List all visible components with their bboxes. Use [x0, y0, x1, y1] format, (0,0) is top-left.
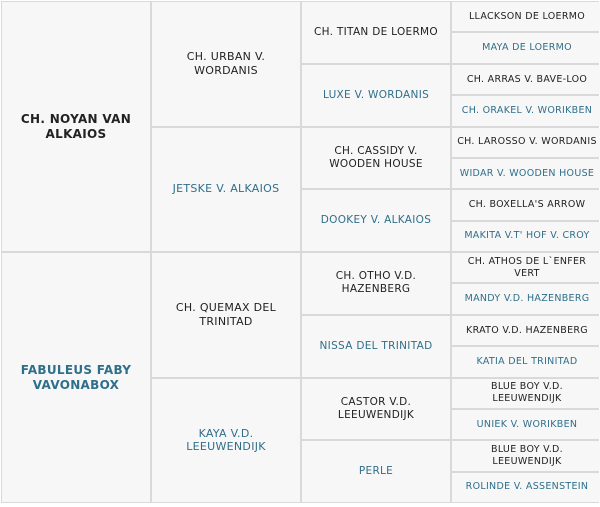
gen3-ancestor-cell[interactable]: CH. TITAN DE LOERMO	[302, 2, 450, 63]
gen4-ancestor-cell[interactable]: BLUE BOY V.D. LEEUWENDIJK	[452, 441, 600, 470]
gen4-ancestor-cell[interactable]: ROLINDE V. ASSENSTEIN	[452, 473, 600, 502]
gen3-ancestor-cell[interactable]: CASTOR V.D. LEEUWENDIJK	[302, 379, 450, 440]
paternal-grandsire-cell[interactable]: CH. URBAN V. WORDANIS	[152, 2, 300, 126]
gen4-ancestor-cell[interactable]: MAYA DE LOERMO	[452, 33, 600, 62]
gen3-ancestor-cell[interactable]: PERLE	[302, 441, 450, 502]
gen3-ancestor-cell[interactable]: CH. CASSIDY V. WOODEN HOUSE	[302, 128, 450, 189]
gen4-ancestor-cell[interactable]: CH. ATHOS DE L`ENFER VERT	[452, 253, 600, 282]
gen3-ancestor-cell[interactable]: LUXE V. WORDANIS	[302, 65, 450, 126]
gen4-ancestor-cell[interactable]: UNIEK V. WORIKBEN	[452, 410, 600, 439]
gen4-ancestor-cell[interactable]: LLACKSON DE LOERMO	[452, 2, 600, 31]
gen4-ancestor-cell[interactable]: WIDAR V. WOODEN HOUSE	[452, 159, 600, 188]
gen3-ancestor-cell[interactable]: NISSA DEL TRINITAD	[302, 316, 450, 377]
maternal-grandsire-cell[interactable]: CH. QUEMAX DEL TRINITAD	[152, 253, 300, 377]
maternal-granddam-cell[interactable]: KAYA V.D. LEEUWENDIJK	[152, 379, 300, 503]
gen4-ancestor-cell[interactable]: KRATO V.D. HAZENBERG	[452, 316, 600, 345]
gen3-ancestor-cell[interactable]: DOOKEY V. ALKAIOS	[302, 190, 450, 251]
gen3-ancestor-cell[interactable]: CH. OTHO V.D. HAZENBERG	[302, 253, 450, 314]
gen4-ancestor-cell[interactable]: CH. LAROSSO V. WORDANIS	[452, 128, 600, 157]
gen4-ancestor-cell[interactable]: MAKITA V.T' HOF V. CROY	[452, 222, 600, 251]
dam-cell[interactable]: FABULEUS FABY VAVONABOX	[2, 253, 150, 502]
paternal-granddam-cell[interactable]: JETSKE V. ALKAIOS	[152, 128, 300, 252]
pedigree-table	[1, 1, 599, 503]
gen4-ancestor-cell[interactable]: KATIA DEL TRINITAD	[452, 347, 600, 376]
gen4-ancestor-cell[interactable]: CH. BOXELLA'S ARROW	[452, 190, 600, 219]
gen4-ancestor-cell[interactable]: CH. ORAKEL V. WORIKBEN	[452, 96, 600, 125]
gen4-ancestor-cell[interactable]: CH. ARRAS V. BAVE-LOO	[452, 65, 600, 94]
gen4-ancestor-cell[interactable]: BLUE BOY V.D. LEEUWENDIJK	[452, 379, 600, 408]
sire-cell[interactable]: CH. NOYAN VAN ALKAIOS	[2, 2, 150, 251]
gen4-ancestor-cell[interactable]: MANDY V.D. HAZENBERG	[452, 284, 600, 313]
